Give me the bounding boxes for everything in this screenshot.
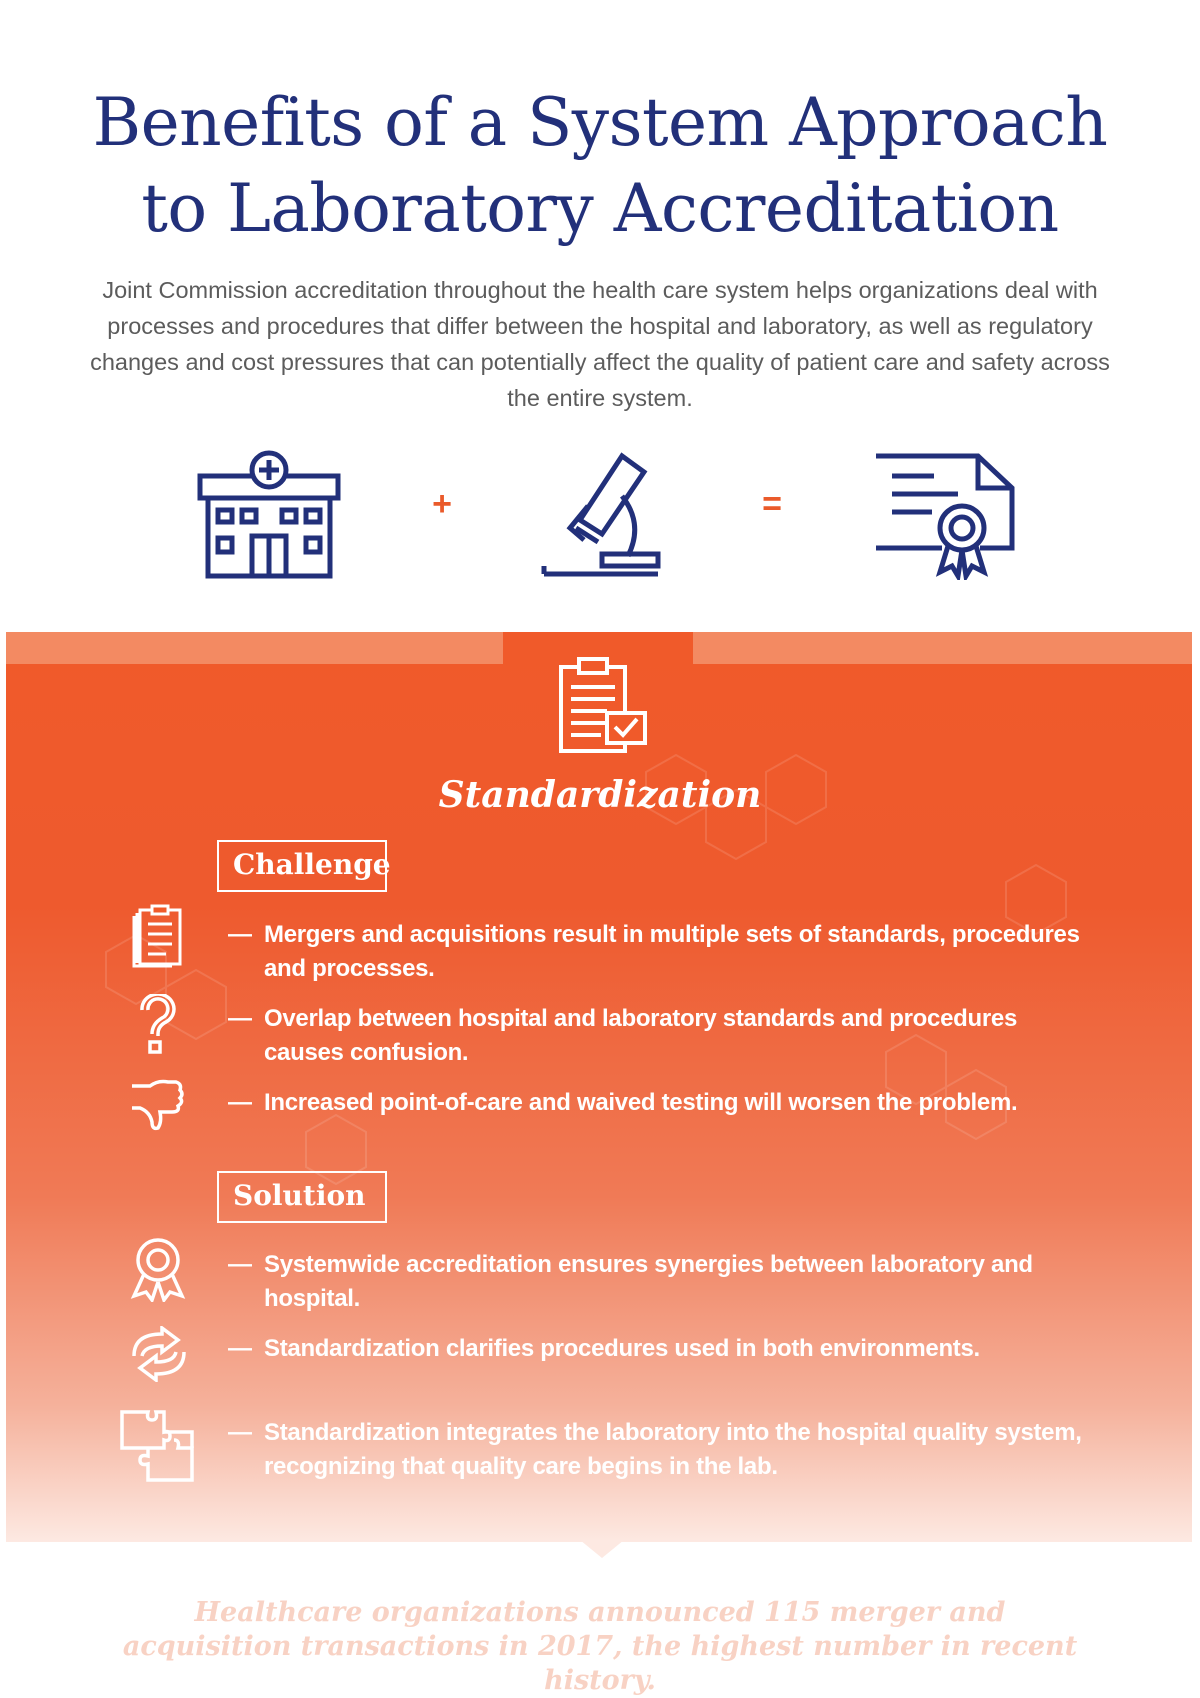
solution-item-2-text: Standardization clarifies procedures used in both environments. [264,1335,980,1362]
title-line-1: Benefits of a System Approach [92,84,1108,161]
equals-sign: = [762,485,782,523]
plus-sign: + [432,485,452,523]
bullet-dash: — [228,1089,252,1116]
solution-item-1-text: Systemwide accreditation ensures synergies between laboratory and hospital. [264,1251,1033,1312]
bullet-dash: — [228,1335,252,1362]
solution-item-1 [228,1248,1098,1316]
bullet-dash: — [228,1251,252,1278]
solution-label: Solution [217,1171,387,1223]
challenge-item-3 [228,1086,1098,1120]
challenge-label: Challenge [217,840,387,892]
solution-item-2 [228,1332,1098,1366]
microscope-icon [540,444,664,580]
award-ribbon-icon [128,1236,188,1302]
panel-pointer [580,1540,624,1558]
solution-item-3 [228,1416,1098,1484]
solution-item-3-text: Standardization integrates the laboratory into the hospital quality system, recognizing that quality care begins in the lab. [264,1419,1082,1480]
intro-paragraph: Joint Commission accreditation throughout the health care system helps organizations deal with processes and procedures that differ between the hospital and laboratory, as well as regulatory changes and cost pressures that can potentially affect the quality of patient care and safety across the entire system. [90,277,1110,411]
equation-row [0,440,1200,590]
thumbs-down-icon [128,1076,186,1132]
title-line-2: to Laboratory Accreditation [141,170,1059,247]
challenge-item-2-text: Overlap between hospital and laboratory standards and procedures causes confusion. [264,1005,1017,1066]
challenge-item-1 [228,918,1098,986]
certificate-icon [872,452,1018,580]
bullet-dash: — [228,1005,252,1032]
bullet-dash: — [228,1419,252,1446]
panel-band-right [693,632,1192,664]
puzzle-icon [118,1408,198,1484]
page-title [40,80,1160,252]
documents-icon [130,904,184,968]
question-mark-icon [136,994,180,1056]
challenge-item-1-text: Mergers and acquisitions result in multiple sets of standards, procedures and processes. [264,921,1080,982]
challenge-item-2 [228,1002,1098,1070]
section-title: Standardization [438,774,762,816]
bullet-dash: — [228,921,252,948]
hospital-icon [196,450,342,580]
panel-band-left [6,632,503,664]
footnote-stat: Healthcare organizations announced 115 merger and acquisition transactions in 2017, the highest number in recent history. [122,1597,1078,1696]
exchange-arrows-icon [128,1326,190,1382]
challenge-item-3-text: Increased point-of-care and waived testing will worsen the problem. [264,1089,1018,1116]
clipboard-checklist-icon [555,655,651,755]
